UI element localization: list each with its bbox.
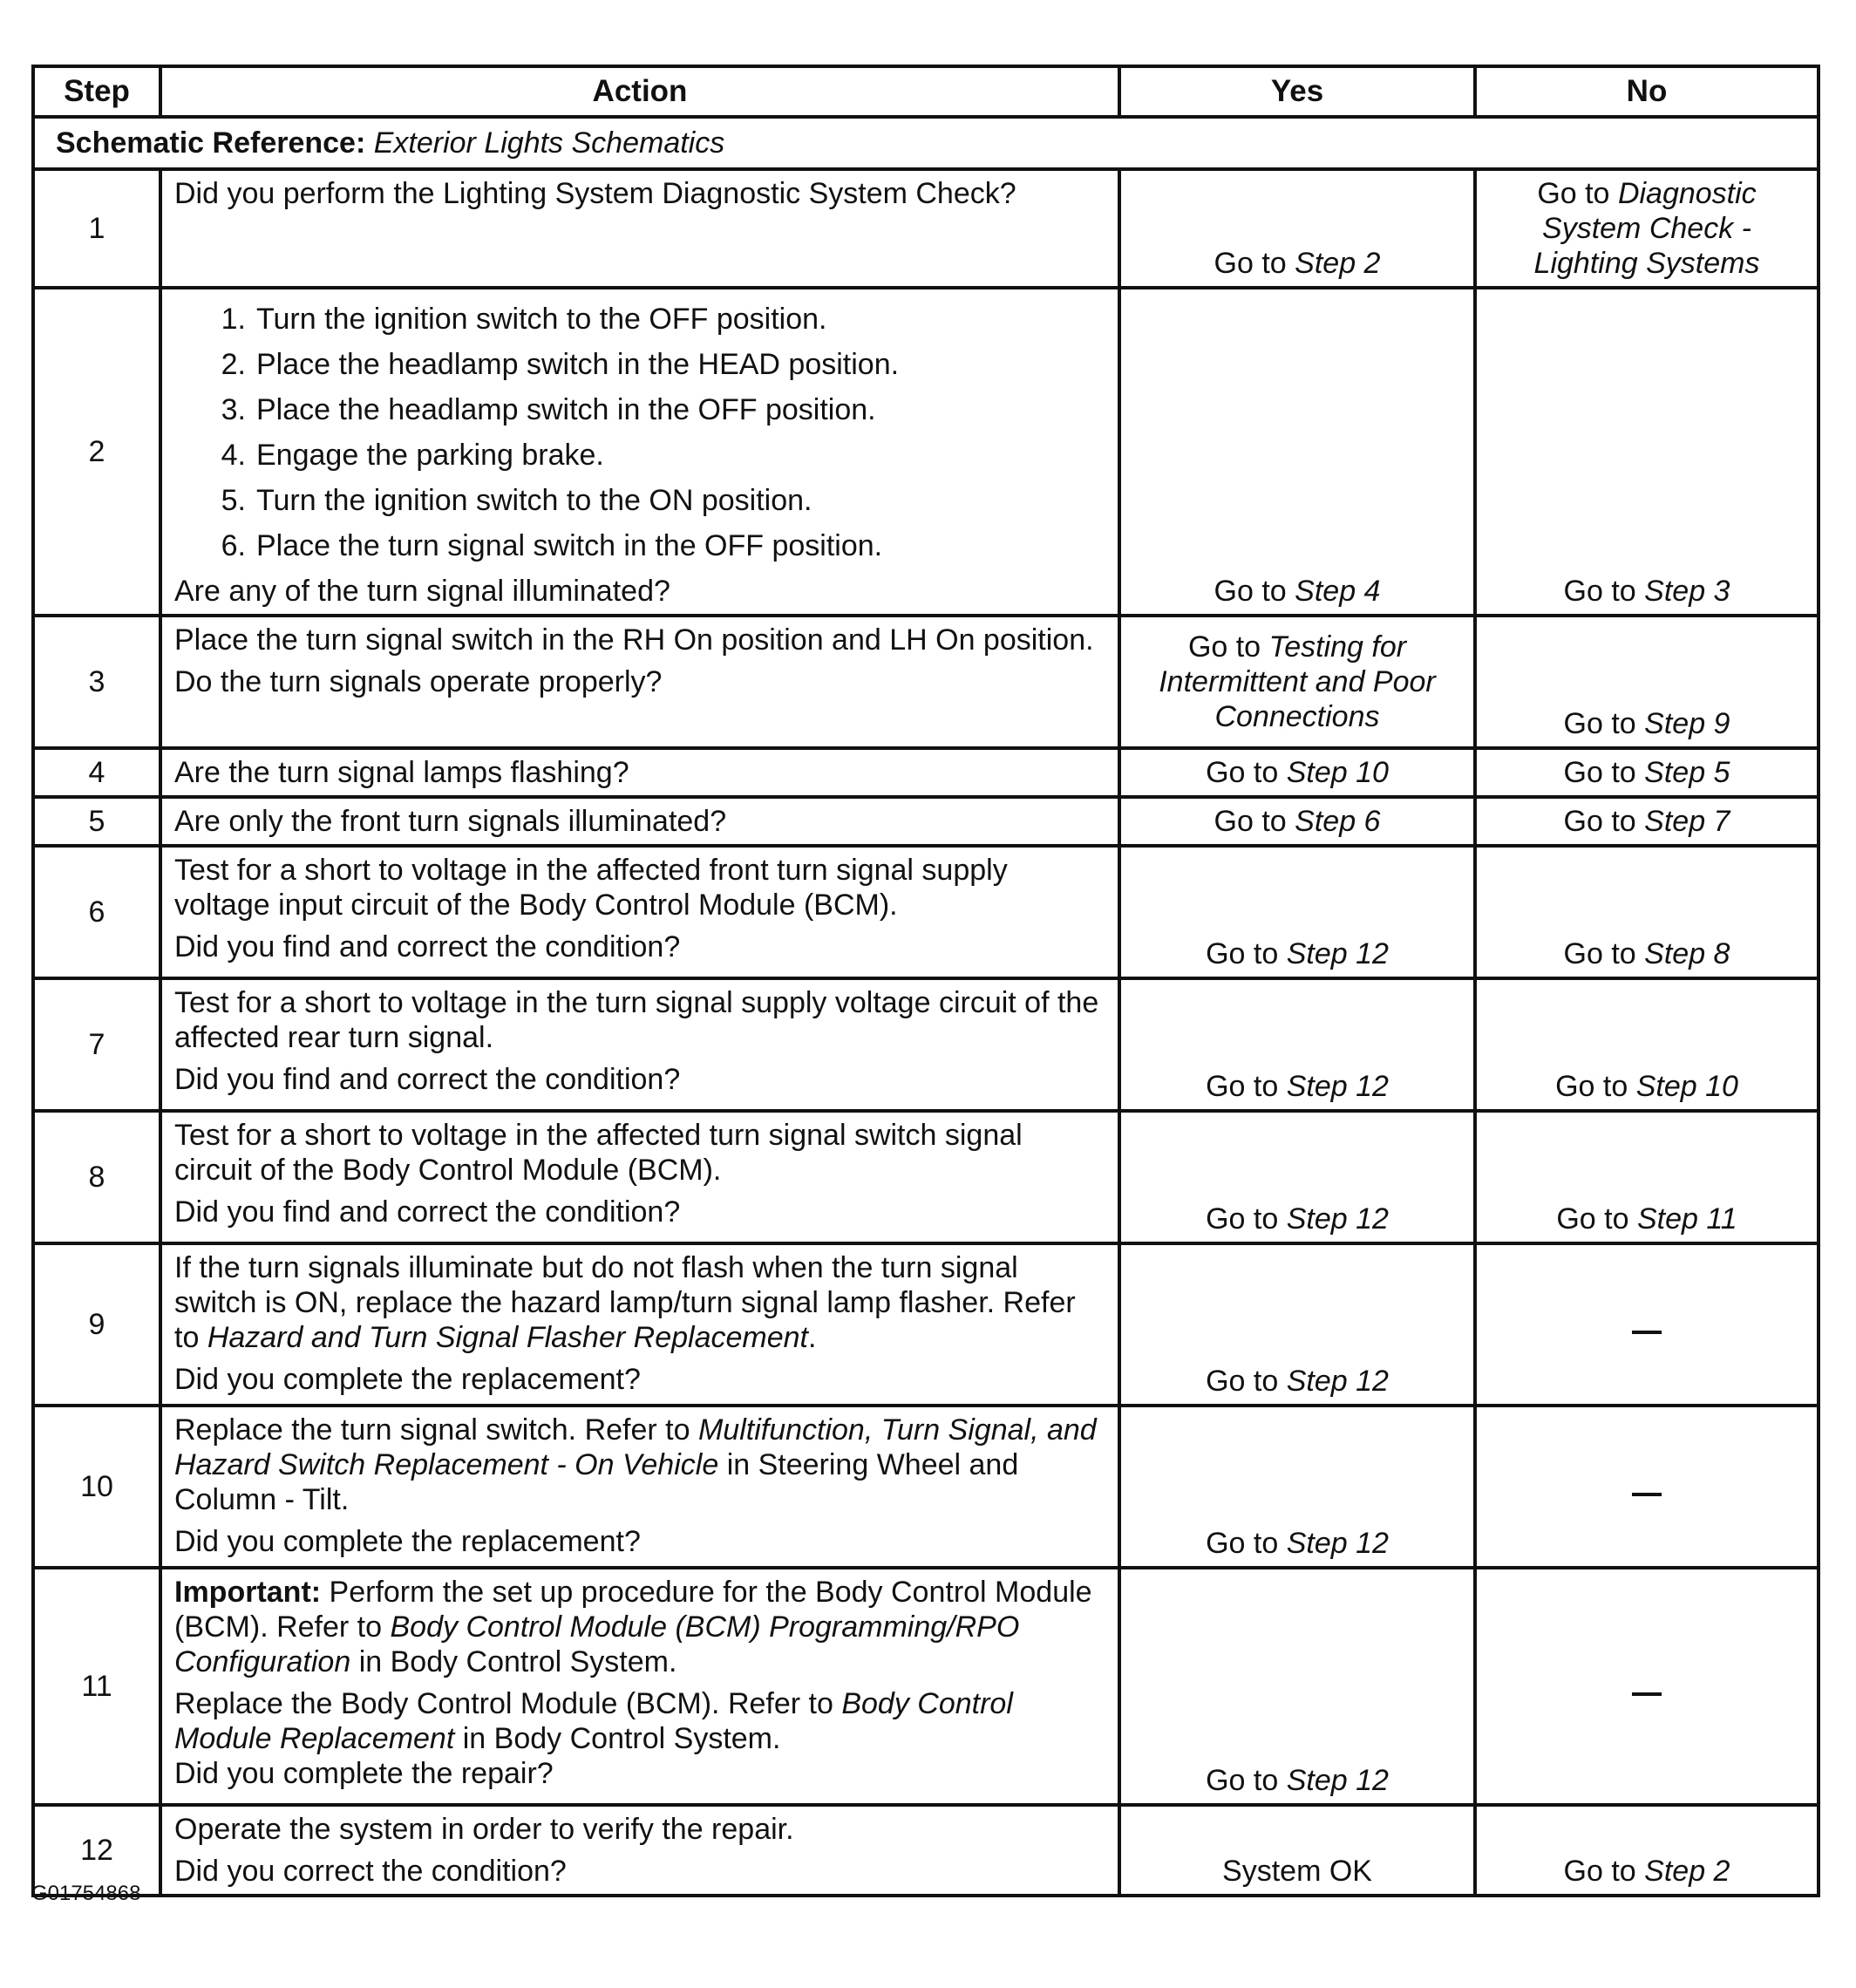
go-to-label: Go to (1563, 937, 1636, 970)
procedure-link[interactable]: Hazard and Turn Signal Flasher Replacement (207, 1321, 808, 1354)
no-link-line[interactable]: System Check - (1542, 212, 1751, 245)
go-to-label: Go to (1206, 756, 1279, 789)
go-to-label: Go to (1563, 707, 1636, 740)
action-question: Are any of the turn signal illuminated? (174, 575, 670, 608)
yes-link[interactable]: Step 6 (1295, 805, 1381, 838)
go-to-label: Go to (1206, 1202, 1279, 1236)
action-cell (160, 1805, 1119, 1896)
step-number: 11 (33, 1568, 160, 1805)
schematic-reference (33, 117, 1819, 169)
step-number: 5 (33, 797, 160, 846)
action-question: Did you complete the replacement? (174, 1363, 641, 1396)
no-link[interactable]: Step 3 (1644, 575, 1730, 608)
action-cell (160, 1243, 1119, 1406)
step-number: 8 (33, 1111, 160, 1243)
table-row (33, 846, 1819, 978)
action-question: Do the turn signals operate properly? (174, 665, 663, 698)
yes-cell (1119, 1805, 1475, 1896)
yes-cell (1119, 846, 1475, 978)
schematic-row (33, 117, 1819, 169)
list-item: 4. Engage the parking brake. (221, 439, 604, 472)
action-question: Did you find and correct the condition? (174, 930, 681, 963)
action-cell (160, 797, 1119, 846)
action-text: Test for a short to voltage in the affected turn signal switch signal circuit of the Body Control Module (BCM). (174, 1119, 1023, 1187)
yes-cell (1119, 1111, 1475, 1243)
list-item: 1. Turn the ignition switch to the OFF position. (221, 303, 827, 336)
table-row (33, 1111, 1819, 1243)
no-link[interactable]: Diagnostic (1617, 177, 1757, 210)
table-row (33, 978, 1819, 1111)
yes-link[interactable]: Step 12 (1286, 1202, 1389, 1236)
no-cell (1475, 797, 1819, 846)
action-cell (160, 288, 1119, 616)
yes-cell (1119, 616, 1475, 748)
table-row (33, 1805, 1819, 1896)
table-row (33, 169, 1819, 288)
no-link-line[interactable]: Lighting Systems (1533, 247, 1760, 280)
no-link[interactable]: Step 10 (1635, 1070, 1738, 1103)
no-cell (1475, 1111, 1819, 1243)
go-to-label: Go to (1563, 756, 1636, 789)
go-to-label: Go to (1214, 805, 1287, 838)
yes-cell (1119, 797, 1475, 846)
list-item: 3. Place the headlamp switch in the OFF position. (221, 393, 876, 426)
action-text: Replace the Body Control Module (BCM). Refer to Body Control Module Replacement in Body Control System. (174, 1687, 1013, 1755)
no-cell (1475, 1805, 1819, 1896)
diagnostic-table (31, 65, 1820, 1897)
procedure-link[interactable]: Body Control Module Replacement (174, 1687, 1013, 1755)
schematic-link[interactable]: Exterior Lights Schematics (373, 126, 725, 160)
yes-link[interactable]: Step 2 (1295, 247, 1381, 280)
go-to-label: Go to (1214, 575, 1287, 608)
yes-cell (1119, 748, 1475, 797)
go-to-label: Go to (1214, 247, 1287, 280)
header-row (33, 66, 1819, 117)
list-item: 2. Place the headlamp switch in the HEAD position. (221, 348, 900, 381)
header-action: Action (160, 66, 1119, 117)
action-question: Did you complete the repair? (174, 1757, 554, 1790)
action-cell (160, 748, 1119, 797)
no-cell (1475, 1568, 1819, 1805)
no-link[interactable]: Step 2 (1644, 1855, 1730, 1888)
table-row (33, 1243, 1819, 1406)
not-applicable-dash (1632, 1331, 1662, 1334)
diagnostic-table-sheet (31, 65, 1817, 1897)
no-link[interactable]: Step 8 (1644, 937, 1730, 970)
header-yes: Yes (1119, 66, 1475, 117)
header-step: Step (33, 66, 160, 117)
no-link[interactable]: Step 11 (1636, 1202, 1737, 1236)
go-to-label: Go to (1555, 1070, 1628, 1103)
action-text: Place the turn signal switch in the RH On position and LH On position. (174, 623, 1094, 657)
action-text: Test for a short to voltage in the turn signal supply voltage circuit of the affected rear turn signal. (174, 986, 1099, 1054)
no-cell (1475, 169, 1819, 288)
go-to-label: Go to (1187, 630, 1261, 664)
yes-cell (1119, 1243, 1475, 1406)
action-question: Did you find and correct the condition? (174, 1195, 681, 1229)
yes-link-line[interactable]: Intermittent and Poor (1159, 665, 1436, 698)
no-cell (1475, 1406, 1819, 1568)
no-cell (1475, 846, 1819, 978)
yes-link[interactable]: Step 12 (1286, 1070, 1389, 1103)
go-to-label: Go to (1206, 1070, 1279, 1103)
yes-cell (1119, 288, 1475, 616)
go-to-label: Go to (1206, 1764, 1279, 1797)
action-question: Did you find and correct the condition? (174, 1063, 681, 1096)
table-row (33, 748, 1819, 797)
action-cell (160, 1406, 1119, 1568)
go-to-label: Go to (1556, 1202, 1629, 1236)
action-question: Are the turn signal lamps flashing? (174, 756, 629, 789)
table-row (33, 1568, 1819, 1805)
schematic-label: Schematic Reference: (56, 126, 366, 160)
not-applicable-dash (1632, 1493, 1662, 1496)
no-cell (1475, 1243, 1819, 1406)
no-cell (1475, 978, 1819, 1111)
list-item: 5. Turn the ignition switch to the ON position. (221, 484, 812, 517)
step-number: 1 (33, 169, 160, 288)
no-cell (1475, 288, 1819, 616)
no-cell (1475, 748, 1819, 797)
action-steps-list (174, 302, 1107, 563)
no-cell (1475, 616, 1819, 748)
important-note: Important: Perform the set up procedure for the Body Control Module (BCM). Refer to Body Control Module (BCM) Programming/RPO Configuration in Body Control System. (174, 1576, 1092, 1678)
no-link[interactable]: Step 9 (1644, 707, 1730, 740)
go-to-label: Go to (1206, 1527, 1279, 1560)
go-to-label: Go to (1537, 177, 1610, 210)
action-text: If the turn signals illuminate but do not flash when the turn signal switch is ON, replace the hazard lamp/turn signal lamp flasher. Refer to Hazard and Turn Signal Flasher Replacement. (174, 1251, 1076, 1354)
not-applicable-dash (1632, 1692, 1662, 1696)
yes-result: System OK (1222, 1855, 1372, 1888)
action-cell (160, 846, 1119, 978)
action-question: Did you complete the replacement? (174, 1525, 641, 1558)
action-cell (160, 169, 1119, 288)
table-row (33, 797, 1819, 846)
yes-link-line[interactable]: Connections (1214, 700, 1380, 733)
action-text: Operate the system in order to verify the repair. (174, 1813, 794, 1846)
list-item: 6. Place the turn signal switch in the OFF position. (221, 529, 883, 562)
yes-link[interactable]: Step 12 (1286, 1365, 1389, 1398)
table-row (33, 288, 1819, 616)
yes-cell (1119, 169, 1475, 288)
yes-cell (1119, 1406, 1475, 1568)
go-to-label: Go to (1563, 805, 1636, 838)
yes-link[interactable]: Step 12 (1286, 937, 1389, 970)
go-to-label: Go to (1563, 1855, 1636, 1888)
action-cell (160, 1111, 1119, 1243)
important-label: Important: (174, 1576, 322, 1609)
procedure-link[interactable]: Multifunction, Turn Signal, and Hazard Switch Replacement - On Vehicle (174, 1413, 1097, 1481)
action-question: Are only the front turn signals illuminated? (174, 805, 727, 838)
step-number: 9 (33, 1243, 160, 1406)
procedure-link[interactable]: Body Control Module (BCM) Programming/RPO Configuration (174, 1610, 1020, 1678)
action-text: Test for a short to voltage in the affected front turn signal supply voltage input circuit of the Body Control Module (BCM). (174, 854, 1008, 922)
go-to-label: Go to (1206, 1365, 1279, 1398)
step-number: 7 (33, 978, 160, 1111)
figure-code: G01754868 (31, 1882, 141, 1905)
go-to-label: Go to (1206, 937, 1279, 970)
yes-link[interactable]: Step 4 (1295, 575, 1381, 608)
yes-link[interactable]: Step 12 (1286, 1527, 1389, 1560)
no-link[interactable]: Step 7 (1644, 805, 1730, 838)
header-no: No (1475, 66, 1819, 117)
yes-link[interactable]: Step 12 (1286, 1764, 1389, 1797)
action-question: Did you correct the condition? (174, 1855, 567, 1888)
action-cell (160, 616, 1119, 748)
yes-cell (1119, 978, 1475, 1111)
yes-link[interactable]: Step 10 (1286, 756, 1389, 789)
action-text: Replace the turn signal switch. Refer to Multifunction, Turn Signal, and Hazard Switch Replacement - On Vehicle in Steering Wheel and Column - Tilt. (174, 1413, 1097, 1516)
action-cell (160, 978, 1119, 1111)
table-row (33, 616, 1819, 748)
step-number: 10 (33, 1406, 160, 1568)
step-number: 6 (33, 846, 160, 978)
table-row (33, 1406, 1819, 1568)
action-question: Did you perform the Lighting System Diagnostic System Check? (174, 177, 1016, 210)
step-number: 4 (33, 748, 160, 797)
no-link[interactable]: Step 5 (1644, 756, 1730, 789)
step-number: 12 (33, 1805, 160, 1896)
step-number: 2 (33, 288, 160, 616)
action-cell (160, 1568, 1119, 1805)
yes-link[interactable]: Testing for (1268, 630, 1407, 664)
go-to-label: Go to (1563, 575, 1636, 608)
step-number: 3 (33, 616, 160, 748)
yes-cell (1119, 1568, 1475, 1805)
